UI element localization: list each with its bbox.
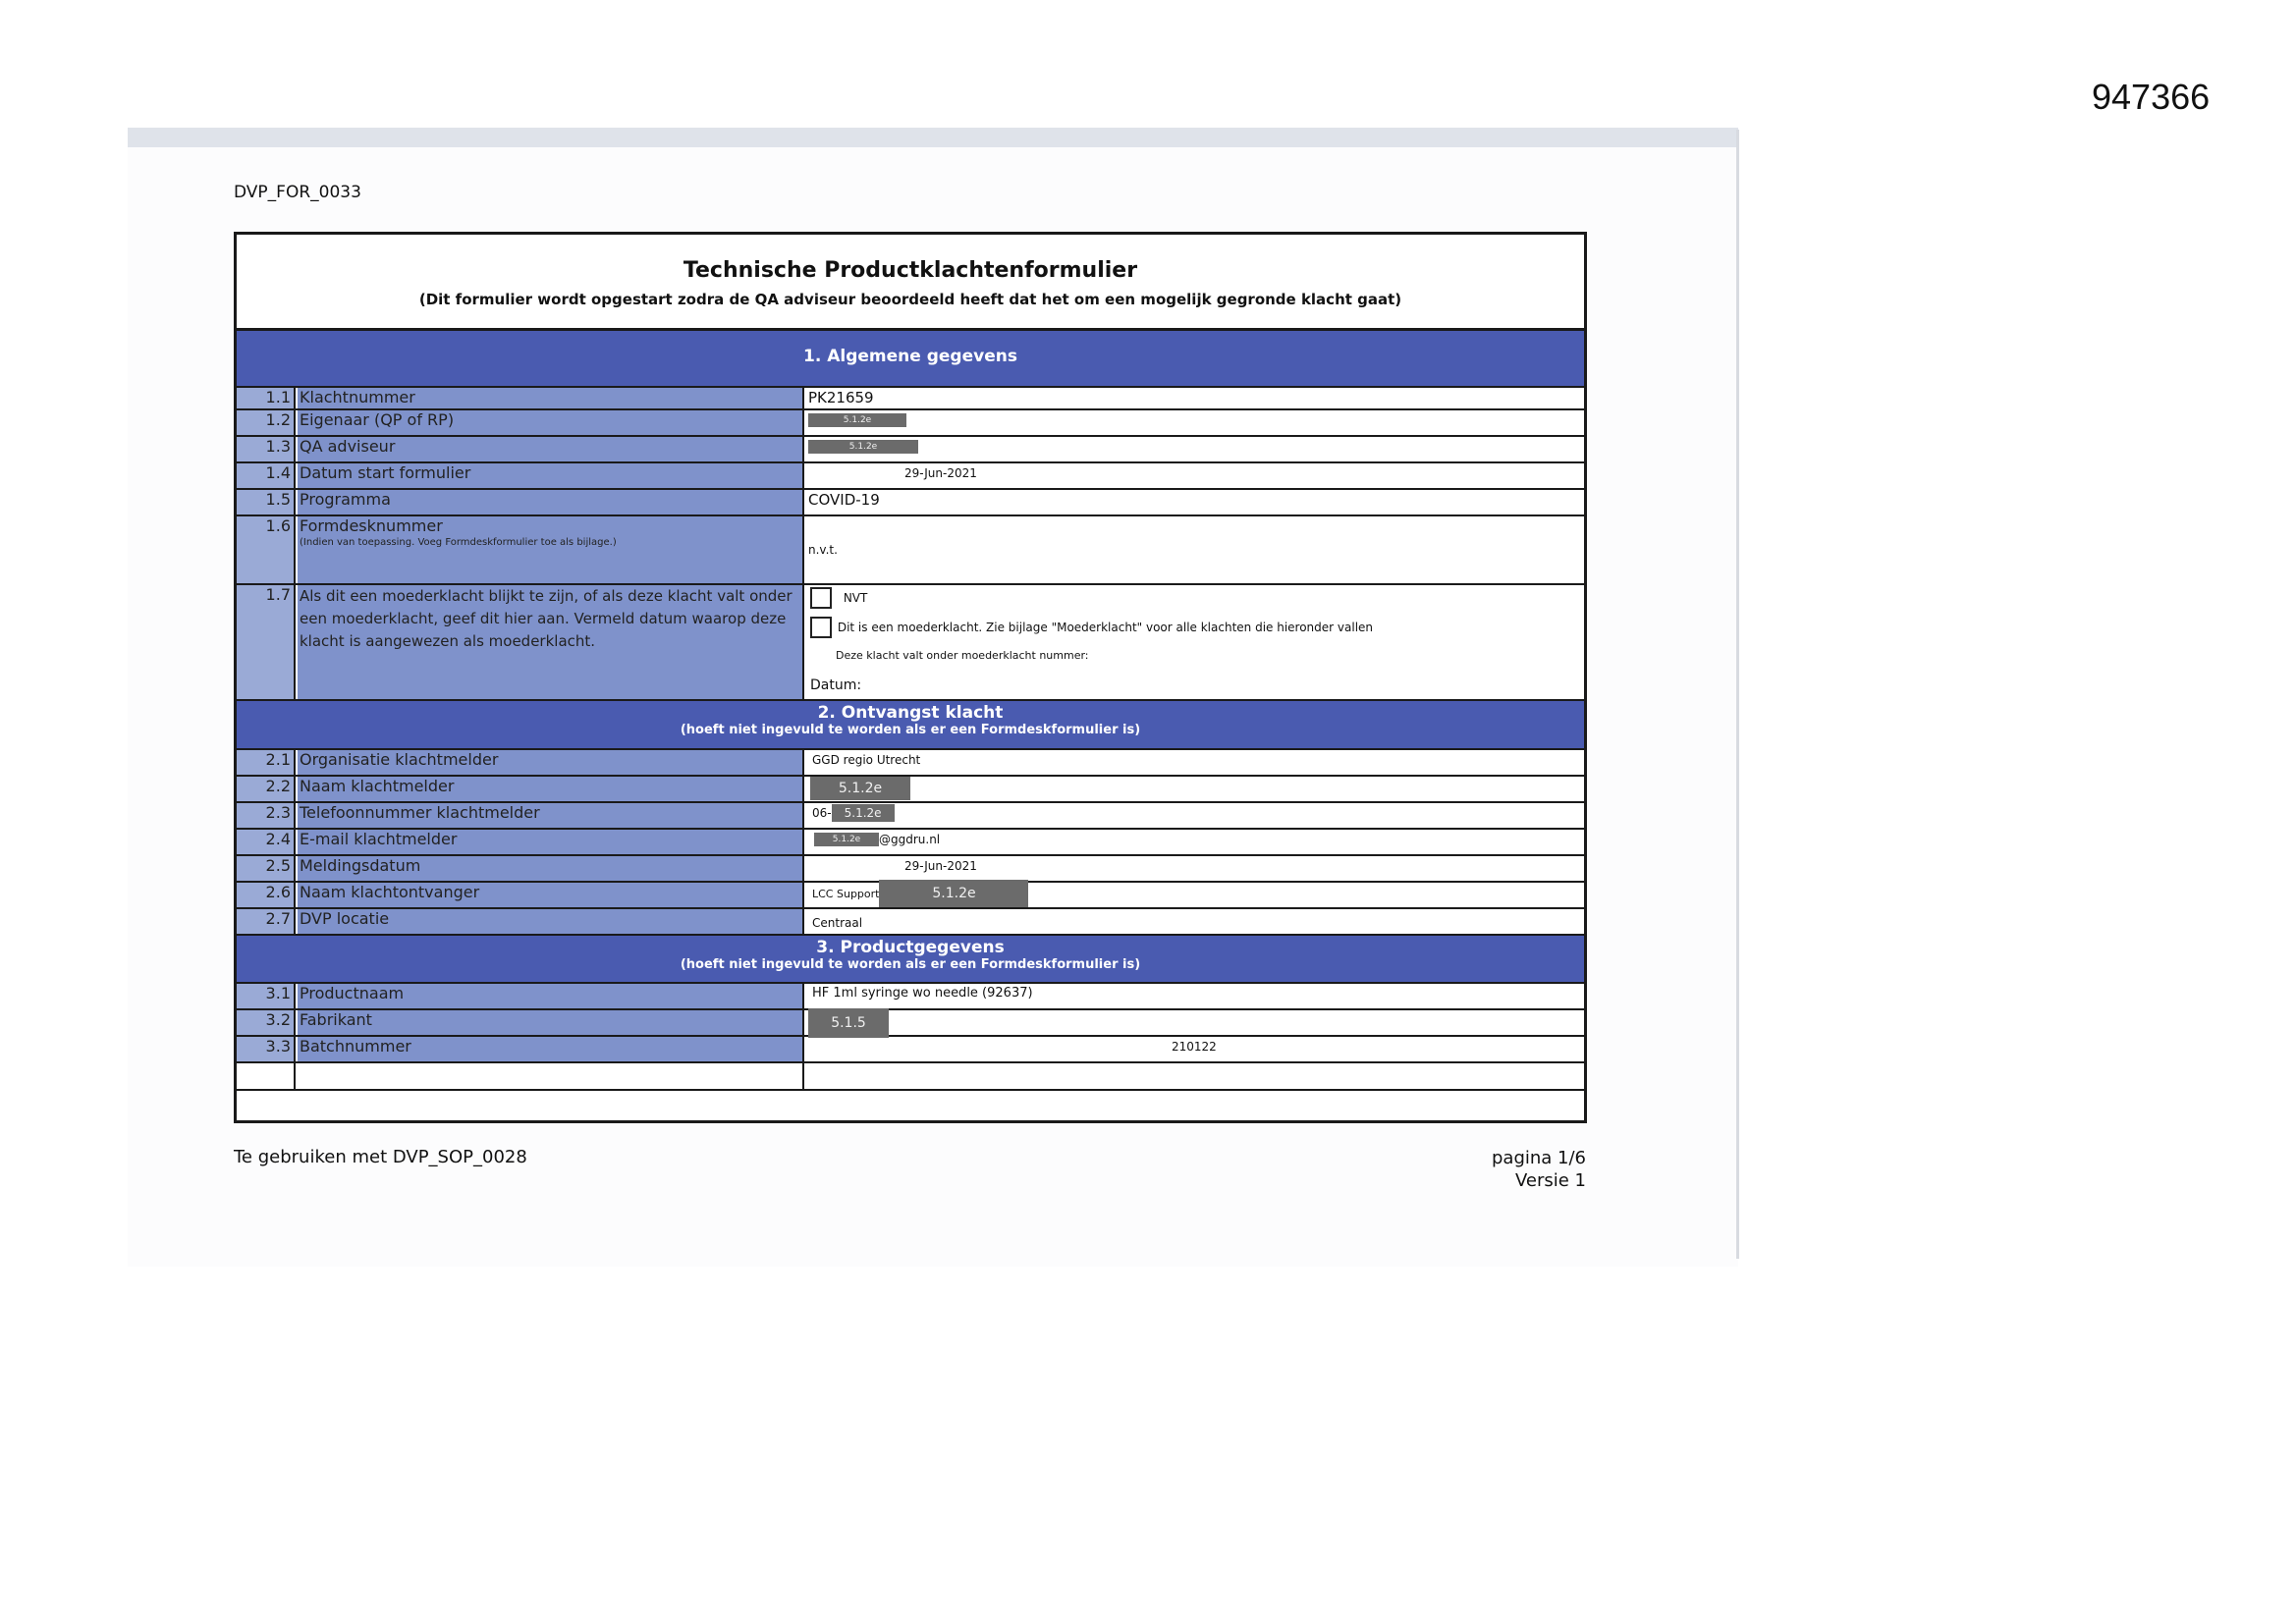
version: Versie 1 [1514, 1170, 1586, 1191]
row-productnaam [237, 984, 1584, 1010]
row-number: 2.6 [237, 883, 296, 907]
row-value [806, 410, 1584, 435]
document-number: 947366 [2092, 77, 2211, 117]
row-number: 3.3 [237, 1037, 296, 1061]
redaction-block: 5.1.2e [808, 413, 906, 427]
form-subtitle: (Dit formulier wordt opgestart zodra de QA adviseur beoordeeld heeft dat het om een mogelijk gegronde klacht gaat) [418, 291, 1402, 308]
row-label: Batchnummer [298, 1037, 804, 1061]
section-ontvangst-klacht [237, 701, 1584, 750]
redaction-block: 5.1.2e [832, 804, 895, 822]
redaction-block: 5.1.2e [814, 833, 879, 846]
row-value: COVID-19 [808, 491, 880, 509]
row-label: Datum start formulier [298, 463, 804, 488]
row-value [806, 803, 1584, 828]
label-text: Formdesknummer [300, 516, 443, 535]
row-klachtontvanger [237, 883, 1584, 909]
row-label: Naam klachtmelder [298, 777, 804, 801]
row-batchnummer [237, 1037, 1584, 1063]
footer-sop-reference: Te gebruiken met DVP_SOP_0028 [234, 1147, 527, 1167]
phone-prefix: 06- [812, 806, 832, 820]
row-label: Eigenaar (QP of RP) [298, 410, 804, 435]
row-value: Centraal [812, 916, 863, 930]
row-datum-start [237, 463, 1584, 490]
section-title: 2. Ontvangst klacht [817, 703, 1004, 723]
form-code: DVP_FOR_0033 [234, 183, 361, 202]
row-value: 29-Jun-2021 [904, 466, 977, 480]
row-number: 1.4 [237, 463, 296, 488]
row-value: HF 1ml syringe wo needle (92637) [812, 986, 1033, 1001]
row-email [237, 830, 1584, 856]
row-value [806, 830, 1584, 854]
row-value: PK21659 [808, 389, 874, 406]
section-title: 1. Algemene gegevens [803, 347, 1017, 366]
row-dvp-locatie [237, 909, 1584, 936]
receiver-prefix: LCC Support [812, 888, 880, 900]
row-number: 2.3 [237, 803, 296, 828]
label-note: (Indien van toepassing. Voeg Formdeskformulier toe als bijlage.) [300, 537, 617, 548]
row-label: Als dit een moederklacht blijkt te zijn, of als deze klacht valt onder een moederklacht, geef dit hier aan. Vermeld datum waarop deze klacht is aangewezen als moederklacht. [298, 585, 804, 699]
row-label: DVP locatie [298, 909, 804, 934]
row-label [298, 1063, 804, 1089]
row-label: Meldingsdatum [298, 856, 804, 881]
row-value: 29-Jun-2021 [904, 859, 977, 873]
footer-page-info [1473, 1147, 1586, 1192]
row-meldingsdatum [237, 856, 1584, 883]
row-value [806, 1010, 1584, 1035]
row-naam-klachtmelder [237, 777, 1584, 803]
valt-onder-text: Deze klacht valt onder moederklacht nummer: [836, 649, 1089, 662]
row-label: E-mail klachtmelder [298, 830, 804, 854]
row-number [237, 1063, 296, 1089]
row-number: 1.1 [237, 388, 296, 408]
scan-right-edge [1736, 130, 1739, 1259]
redaction-block: 5.1.2e [879, 880, 1028, 907]
row-number: 2.5 [237, 856, 296, 881]
checkbox-moederklacht[interactable] [810, 617, 832, 638]
row-eigenaar [237, 410, 1584, 437]
row-value: n.v.t. [808, 543, 838, 557]
row-number: 1.6 [237, 516, 296, 583]
scan-top-edge [128, 128, 1738, 147]
option-moederklacht-label: Dit is een moederklacht. Zie bijlage "Moederklacht" voor alle klachten die hieronder vallen [837, 620, 1374, 634]
row-value: 210122 [1172, 1040, 1217, 1054]
row-programma [237, 490, 1584, 516]
row-label: Naam klachtontvanger [298, 883, 804, 907]
form-title: Technische Productklachtenformulier [683, 258, 1138, 283]
row-klachtnummer [237, 388, 1584, 410]
page-number: pagina 1/6 [1491, 1148, 1586, 1168]
row-fabrikant [237, 1010, 1584, 1037]
section-title: 3. Productgegevens [816, 938, 1005, 957]
row-number: 1.7 [237, 585, 296, 699]
row-value [806, 883, 1584, 907]
row-telefoon [237, 803, 1584, 830]
form-header [237, 235, 1584, 331]
row-value [806, 1063, 1584, 1089]
row-number: 2.1 [237, 750, 296, 775]
row-number: 1.5 [237, 490, 296, 514]
row-number: 2.7 [237, 909, 296, 934]
row-value [806, 777, 1584, 801]
row-number: 2.4 [237, 830, 296, 854]
row-value [806, 585, 1584, 699]
complaint-form [234, 232, 1587, 1123]
redaction-block: 5.1.2e [808, 440, 918, 454]
row-number: 1.3 [237, 437, 296, 461]
row-number: 1.2 [237, 410, 296, 435]
redaction-block: 5.1.5 [808, 1008, 889, 1038]
row-label: Programma [298, 490, 804, 514]
row-label: QA adviseur [298, 437, 804, 461]
row-formdesknummer [237, 516, 1584, 585]
section-algemene-gegevens [237, 331, 1584, 388]
row-qa-adviseur [237, 437, 1584, 463]
row-value: GGD regio Utrecht [812, 753, 921, 767]
row-organisatie [237, 750, 1584, 777]
row-label: Klachtnummer [298, 388, 804, 408]
option-moederklacht[interactable] [810, 617, 1373, 638]
option-nvt-label: NVT [843, 590, 868, 605]
row-label: Fabrikant [298, 1010, 804, 1035]
row-value [806, 437, 1584, 461]
row-number: 2.2 [237, 777, 296, 801]
datum-label: Datum: [810, 677, 862, 693]
row-label: Organisatie klachtmelder [298, 750, 804, 775]
row-label: Telefoonnummer klachtmelder [298, 803, 804, 828]
option-nvt[interactable] [810, 587, 867, 609]
section-note: (hoeft niet ingevuld te worden als er een Formdeskformulier is) [680, 723, 1141, 737]
row-number: 3.1 [237, 984, 296, 1008]
checkbox-nvt[interactable] [810, 587, 832, 609]
row-number: 3.2 [237, 1010, 296, 1035]
section-productgegevens [237, 936, 1584, 984]
section-note: (hoeft niet ingevuld te worden als er een Formdeskformulier is) [680, 957, 1141, 972]
redaction-block: 5.1.2e [810, 777, 910, 800]
row-empty [237, 1063, 1584, 1091]
email-suffix: @ggdru.nl [879, 833, 941, 846]
row-label [298, 516, 804, 583]
row-moederklacht [237, 585, 1584, 701]
row-label: Productnaam [298, 984, 804, 1008]
